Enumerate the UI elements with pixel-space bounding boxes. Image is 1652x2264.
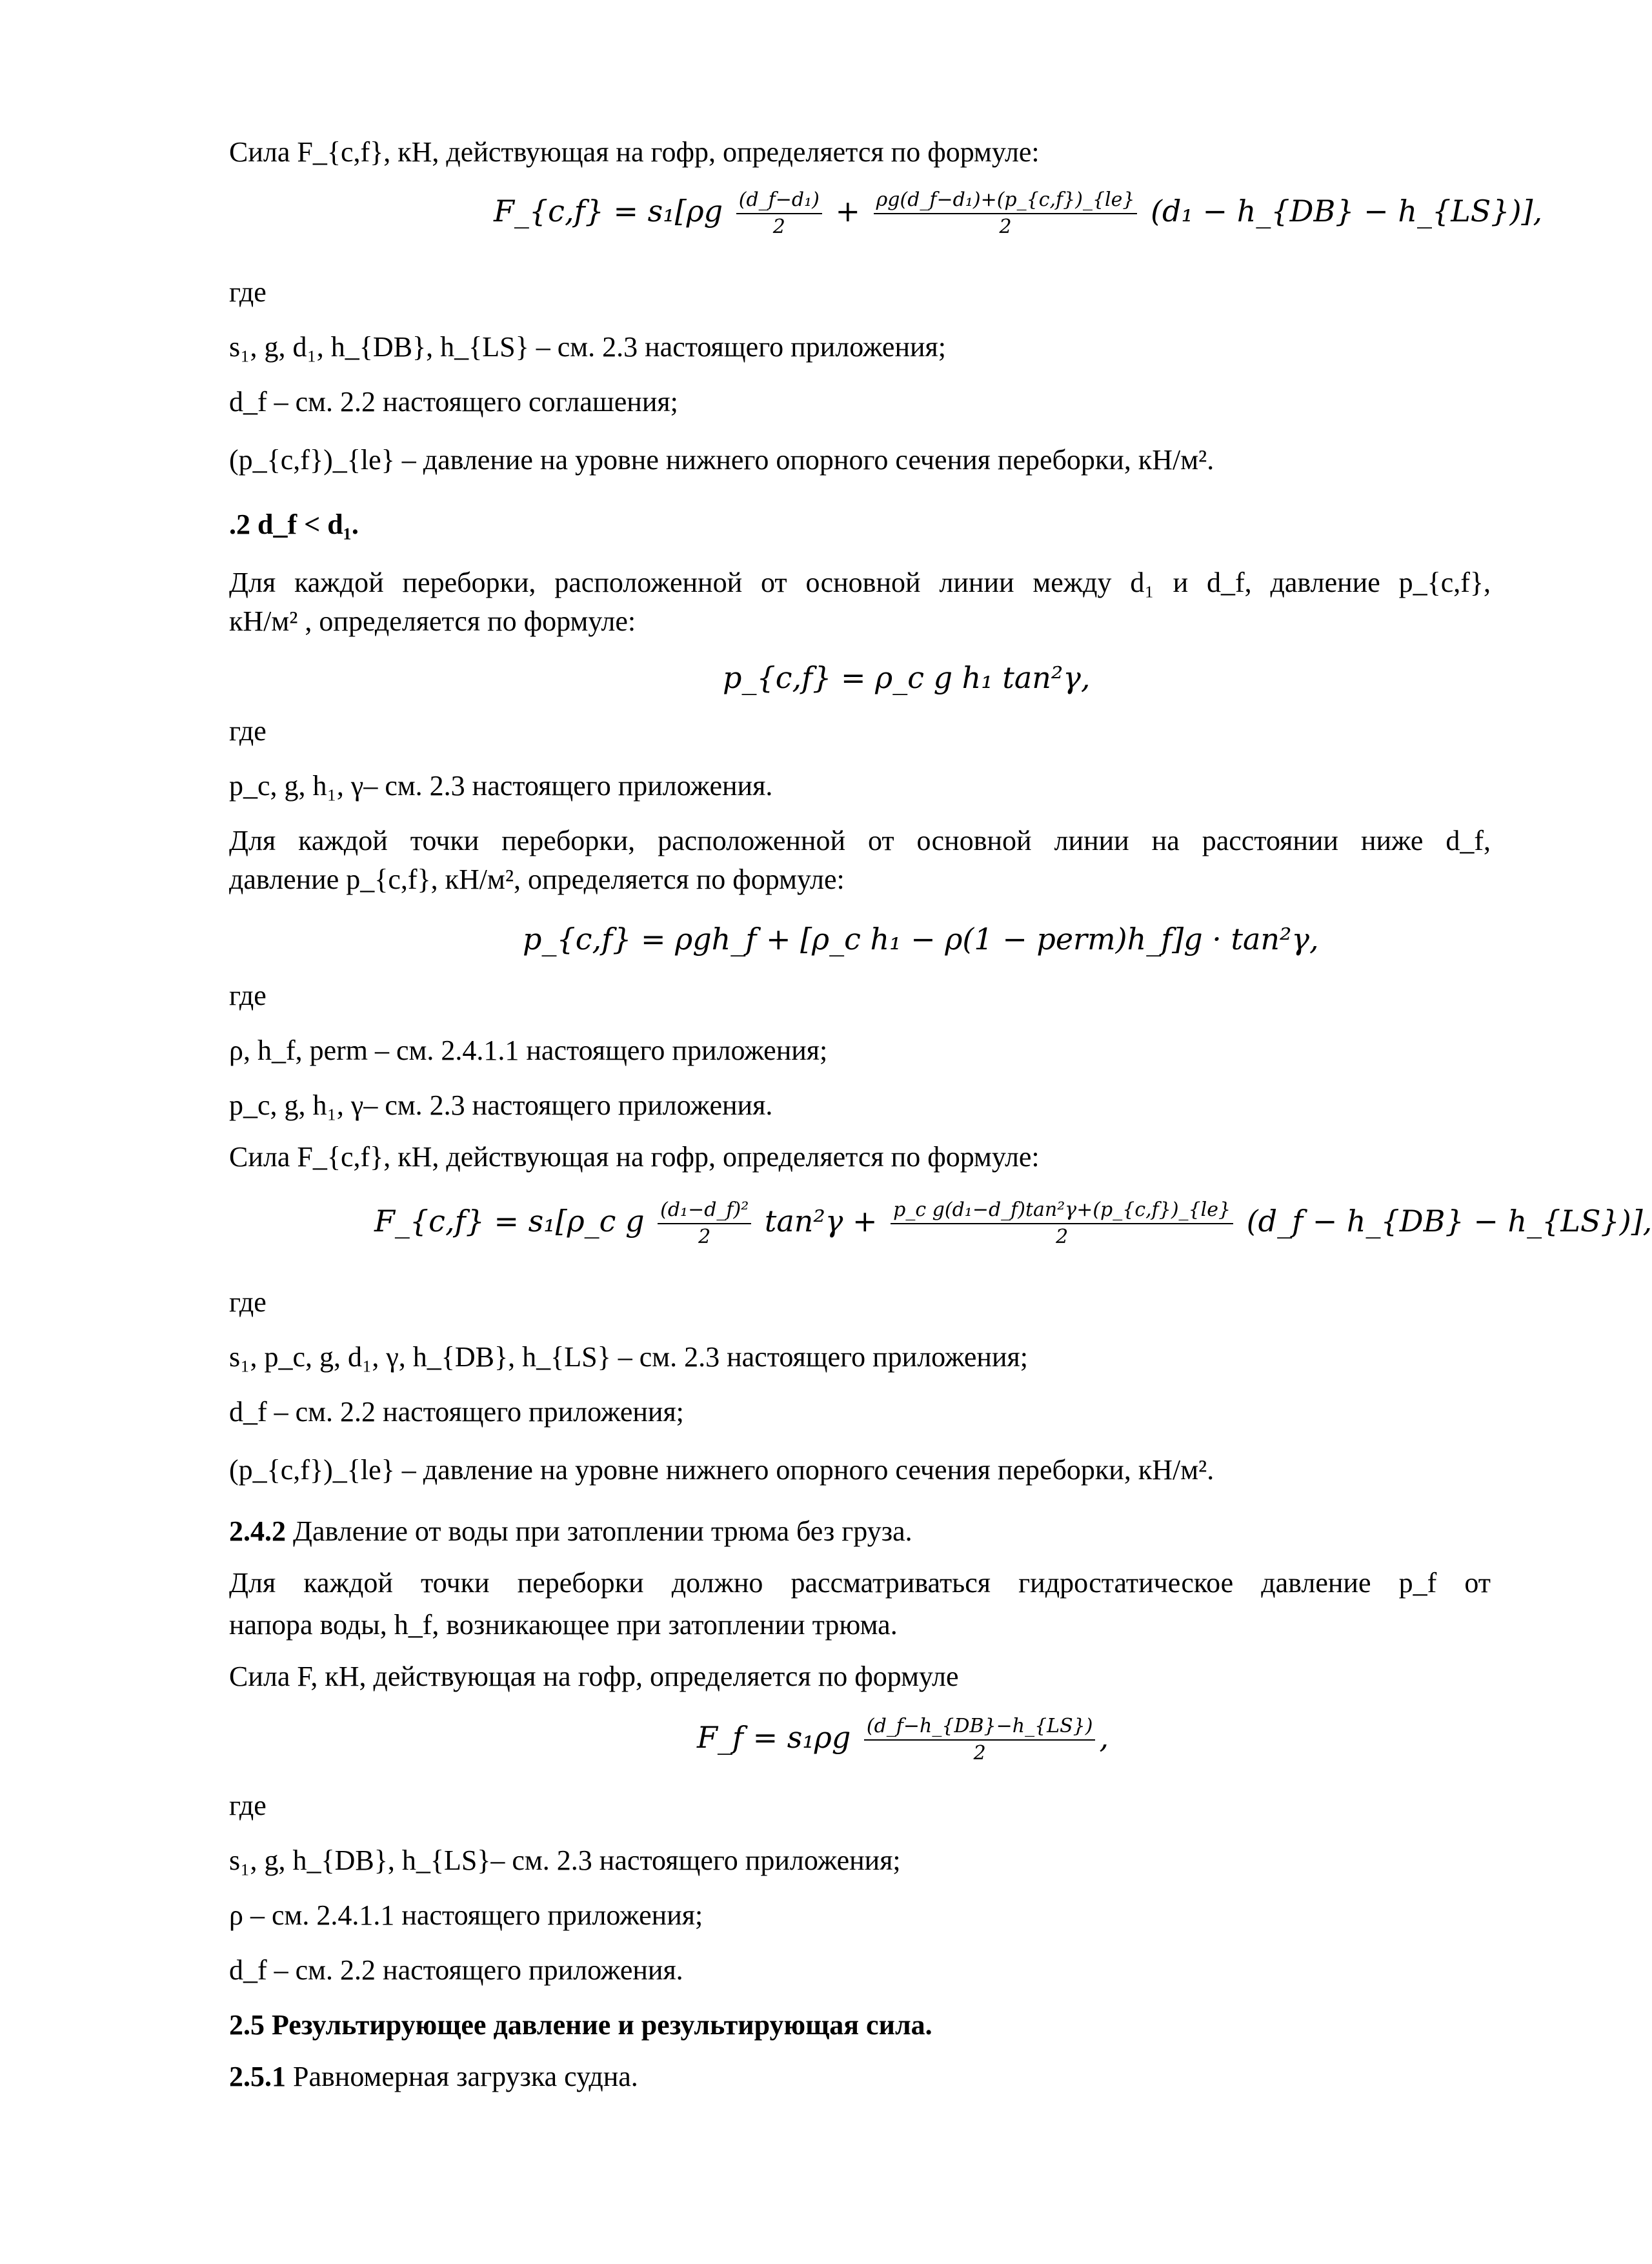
formula-pressure-pcf-2: p_{c,f} = ρgh_f + [ρ_c h₁ − ρ(1 − perm)h_f]g · tan²γ, [523,922,1319,956]
formula-force-cf-2: F_{c,f} = s₁[ρ_c g $\frac{\text{(d₁−d\_f)²}}{2}$ tan²γ + $\frac{\text{p\_c g(d₁−d\_f)tan²γ+(p\_\{c,f\})\_\{le\}}}{2}$ (d_f − h_{DB} − h_{LS})], [374,1198,1652,1248]
definition-line: s₁, g, h_{DB}, h_{LS}– см. 2.3 настоящего приложения; [229,1845,901,1876]
definition-line: d_f – см. 2.2 настоящего соглашения; [229,386,678,418]
text-line: Сила F_{c,f}, кН, действующая на гофр, определяется по формуле: [229,136,1040,168]
where-label: где [229,715,267,747]
definition-line: ρ, h_f, perm – см. 2.4.1.1 настоящего приложения; [229,1035,828,1066]
paragraph-line: давление p_{c,f}, кН/м², определяется по формуле: [229,864,845,895]
formula-force-cf-1: F_{c,f} = s₁[ρg $\frac{\text{(d\_f−d₁)}}{2}$ + $\frac{\text{ρg(d\_f−d₁)+(p\_\{c,f\})\_\{le\}}}{2}$ (d₁ − h_{DB} − h_{LS})], [494,188,1543,238]
definition-line: (p_{c,f})_{le} – давление на уровне нижнего опорного сечения переборки, кН/м². [229,1454,1214,1486]
text-line: Сила F_{c,f}, кН, действующая на гофр, определяется по формуле: [229,1141,1040,1173]
formula-pressure-pcf-1: p_{c,f} = ρ_c g h₁ tan²γ, [723,660,1091,695]
where-label: где [229,1286,267,1318]
paragraph-line: Для каждой точки переборки должно рассматриваться гидростатическое давление p_f от [229,1567,1491,1599]
paragraph-line: кН/м² , определяется по формуле: [229,605,636,637]
paragraph-line: Для каждой переборки, расположенной от основной линии между d₁ и d_f, давление p_{c,f}, [229,567,1491,598]
subsection-heading: .2 d_f < d₁. [229,509,359,540]
text-line: Сила F, кН, действующая на гофр, определяется по формуле [229,1661,959,1692]
where-label: где [229,980,267,1011]
definition-line: d_f – см. 2.2 настоящего приложения; [229,1396,684,1428]
definition-line: p_c, g, h₁, γ– см. 2.3 настоящего приложения. [229,1089,773,1121]
paragraph-line: напора воды, h_f, возникающее при затоплении трюма. [229,1609,898,1641]
where-label: где [229,276,267,308]
definition-line: p_c, g, h₁, γ– см. 2.3 настоящего приложения. [229,770,773,802]
paragraph-line: Для каждой точки переборки, расположенной от основной линии на расстоянии ниже d_f, [229,825,1491,856]
definition-line: (p_{c,f})_{le} – давление на уровне нижнего опорного сечения переборки, кН/м². [229,444,1214,476]
definition-line: d_f – см. 2.2 настоящего приложения. [229,1954,683,1986]
section-heading: 2.5 Результирующее давление и результирующая сила. [229,2009,932,2041]
formula-force-f: F_f = s₁ρg $\frac{(d\_f-h\_\{DB\}-h\_\{LS\})}{2}$ , [697,1715,1109,1764]
section-heading: 2.4.2 Давление от воды при затоплении трюма без груза. [229,1515,912,1547]
definition-line: s₁, g, d₁, h_{DB}, h_{LS} – см. 2.3 настоящего приложения; [229,331,946,363]
definition-line: ρ – см. 2.4.1.1 настоящего приложения; [229,1899,703,1931]
definition-line: s₁, p_c, g, d₁, γ, h_{DB}, h_{LS} – см. 2.3 настоящего приложения; [229,1341,1028,1373]
where-label: где [229,1790,267,1821]
section-heading: 2.5.1 Равномерная загрузка судна. [229,2061,638,2092]
